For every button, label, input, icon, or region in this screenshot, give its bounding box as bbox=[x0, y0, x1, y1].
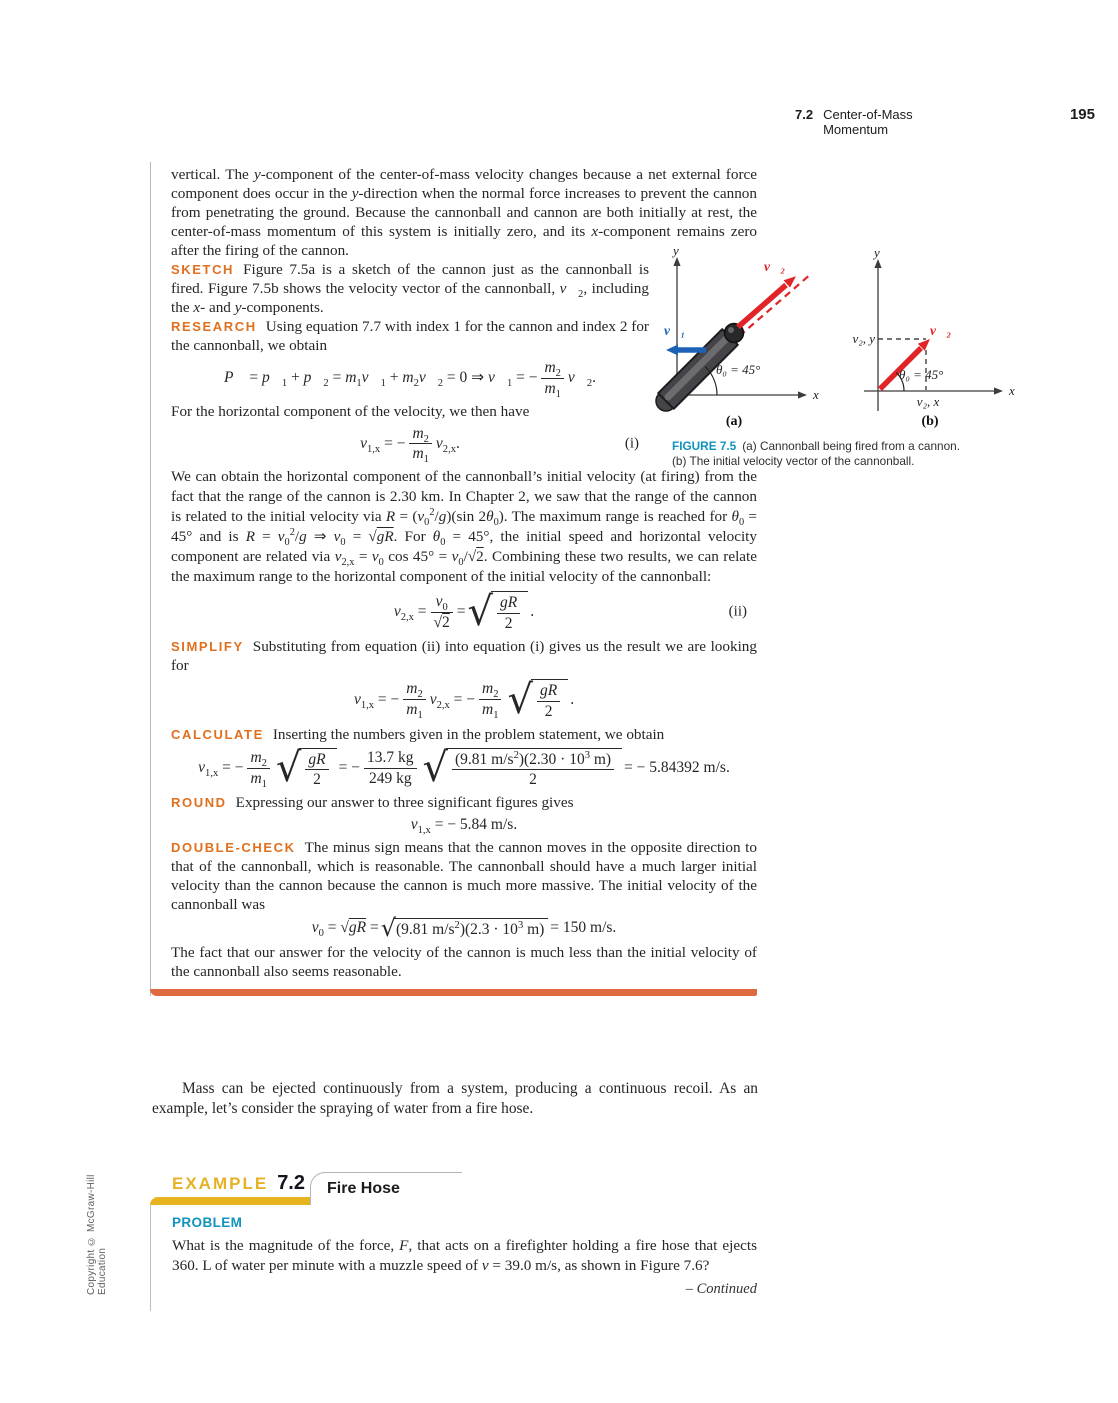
eq-simplify-period: . bbox=[570, 690, 575, 708]
v2y-label: v₂, y bbox=[852, 331, 875, 346]
research-label: RESEARCH bbox=[171, 319, 257, 334]
round-text: Expressing our answer to three significant figures gives bbox=[235, 794, 574, 812]
angle-label: θ₀ = 45° bbox=[716, 362, 761, 377]
eq-research-fraction: $\frac{m_2}{m_1}$ bbox=[541, 359, 563, 398]
equation-i bbox=[171, 425, 649, 464]
research-paragraph bbox=[171, 317, 649, 355]
y-axis-arrowhead bbox=[874, 259, 881, 268]
equation-doublecheck: $v_0 = √gR$ = √ (9.81 $m/s^2)(2.3 \cdot 10^3$ m) = 150 m/s. bbox=[311, 914, 617, 943]
calculate-text: Inserting the numbers given in the problem statement, we obtain bbox=[272, 725, 665, 743]
x-axis-label: x bbox=[1009, 383, 1015, 398]
eq-i-rhs: $v_{2,x}$. bbox=[435, 435, 460, 456]
figure-caption-text: (a) Cannonball being fired from a cannon. (b) The initial velocity vector of the cannonball. bbox=[672, 439, 960, 468]
figure-label: FIGURE 7.5 bbox=[672, 439, 737, 453]
copyright-notice: Copyright © McGraw-Hill Education bbox=[86, 1174, 108, 1295]
for-horizontal-text: For the horizontal component of the velocity, we then have bbox=[171, 402, 530, 420]
eq-dc-lhs: $v_0 = √gR$ = bbox=[311, 919, 379, 940]
doublecheck-label: DOUBLE-CHECK bbox=[171, 839, 296, 855]
x-axis-label: x bbox=[813, 387, 819, 402]
eq-calc-result: = − 5.84392 m/s. bbox=[624, 759, 730, 777]
sketch-paragraph bbox=[171, 260, 649, 317]
equation-simplify: $v_{1,x}$ = − $\frac{m_2}{m_1}$ $v_{2,x}$ = − $\frac{m_2}{m_1}$ √ $\frac{gR}{2}$ . bbox=[353, 676, 575, 723]
eq-ii-period: . bbox=[530, 603, 535, 621]
closing-paragraph: The fact that our answer for the velocity of the cannon is much less than the initial velocity of the cannonball also seems reasonable. bbox=[171, 943, 757, 980]
simplify-label: SIMPLIFY bbox=[171, 638, 244, 654]
example-header bbox=[172, 1172, 305, 1195]
eq-research-lhs: P⃗ = $p⃗_1$ + $p⃗_2$ = $m_1v⃗_1$ + $m_2v⃗_2 = 0$ ⇒ $v⃗_1$ = − bbox=[224, 369, 538, 390]
calculate-label: CALCULATE bbox=[171, 726, 264, 742]
eq-simplify-radical: √ $\frac{gR}{2}$ bbox=[507, 679, 568, 721]
equation-research bbox=[171, 359, 649, 398]
eq-simplify-mid: $v_{2,x}$ = − bbox=[429, 690, 475, 711]
simplify-paragraph bbox=[171, 637, 757, 675]
eq-calc-mid: = − bbox=[338, 759, 360, 777]
solved-problem-end-rule bbox=[150, 989, 757, 996]
doublecheck-text: The minus sign means that the cannon moves in the opposite direction to that of the cannonball, which is reasonable. The cannonball should have a much larger initial velocity than the cannon because the cannon is much more massive. The initial velocity of the cannonball was bbox=[171, 838, 757, 913]
solved-problem-box bbox=[150, 162, 757, 996]
y-axis-label: y bbox=[874, 245, 880, 260]
section-number: 7.2 bbox=[795, 107, 814, 122]
y-axis-label: y bbox=[673, 243, 679, 258]
equation-round bbox=[171, 816, 757, 837]
paragraph-range: We can obtain the horizontal component of the cannonball’s initial velocity (at firing) from the fact that the range of the cannon is 2.30 km. In Chapter 2, we saw that the range of the cannon is related to the initial velocity via $R = (v_0^2/g)(\sin$ $2\theta_0$). The maximum range is reached for $\theta_0 = 45^\circ$ and is $R = v_0^2/g$ ⇒ $v_0 = √gR$. For $\theta_0 = 45^\circ$, the initial speed and horizontal velocity component are related via $v_{2,x} = v_0$ $\cos 45^\circ = v_0/√2$. Combining these two results, we can relate the maximum range to the horizontal component of the initial velocity of the cannonball: bbox=[171, 468, 758, 586]
angle-label: θ₀ = 45° bbox=[899, 367, 944, 382]
eq-ii-fraction1: $\frac{v_0}{√2}$ bbox=[431, 593, 453, 632]
sketch-label: SKETCH bbox=[171, 262, 235, 277]
continued-marker: – Continued bbox=[685, 1281, 757, 1297]
x-axis-arrowhead bbox=[798, 391, 807, 398]
round-paragraph bbox=[171, 793, 757, 812]
round-label: ROUND bbox=[171, 795, 227, 811]
panel-b-tag: (b) bbox=[921, 414, 939, 429]
eq-ii-number: (ii) bbox=[728, 603, 747, 620]
panel-a-tag: (a) bbox=[725, 414, 743, 429]
problem-text: What is the magnitude of the force, F, that acts on a firefighter holding a fire hose that ejects 360. L of water per minute with a muzzle speed of v = 39.0 m/s, as shown in Figure 7.6? bbox=[172, 1237, 757, 1274]
problem-label: PROBLEM bbox=[172, 1215, 243, 1230]
eq-calc-lhs: $v_{1,x}$ = − bbox=[198, 759, 244, 780]
equation-ii bbox=[171, 589, 757, 636]
eq-dc-result: = 150 m/s. bbox=[550, 919, 617, 937]
page-number: 195 bbox=[1069, 106, 1095, 123]
eq-simplify-lhs: $v_{1,x}$ = − bbox=[353, 690, 400, 711]
eq-i-number: (i) bbox=[624, 435, 639, 452]
sketch-text: Figure 7.5a is a sketch of the cannon just as the cannonball is fired. Figure 7.5b shows the velocity vector of the cannonball, $v⃗_2$, including the x- and y-components. bbox=[171, 261, 649, 316]
v2-label: v⃗₂ bbox=[930, 323, 952, 338]
example-yellow-rule bbox=[150, 1197, 310, 1205]
interlude-paragraph: Mass can be ejected continuously from a system, producing a continuous recoil. As an example, let’s consider the spraying of water from a fire hose. bbox=[152, 1080, 758, 1117]
example-label: EXAMPLE bbox=[172, 1174, 269, 1193]
eq-ii-radical: √ $\frac{gR}{2}$ bbox=[468, 591, 529, 633]
example-number: 7.2 bbox=[277, 1172, 305, 1194]
figure-panel-b bbox=[842, 243, 1020, 431]
example-title-tab bbox=[310, 1172, 462, 1205]
running-head bbox=[795, 106, 1095, 137]
example-title: Fire Hose bbox=[327, 1180, 400, 1197]
simplify-text: Substituting from equation (ii) into equation (i) gives us the result we are looking for bbox=[171, 637, 757, 674]
v1-label: v⃗₁ bbox=[664, 323, 686, 338]
x-axis-arrowhead bbox=[994, 387, 1003, 394]
eq-i-fraction: $\frac{m_2}{m_1}$ bbox=[409, 425, 431, 464]
v2x-label: v₂, x bbox=[916, 394, 940, 409]
equation-calculate: $v_{1,x}$ = − $\frac{m_2}{m_1}$ √ $\frac{gR}{2}$ = − $\frac{13.7 kg}{249 kg}$ √ $\frac{(9.81 m/s^2)(2.30 \cdot 10^3 m)}{2}$ = − 5.84392 m/s. bbox=[198, 745, 730, 792]
section-title: Center-of-Mass Momentum bbox=[823, 107, 913, 137]
eq-research-rhs: $v⃗_2$. bbox=[567, 369, 596, 390]
research-text: Using equation 7.7 with index 1 for the cannon and index 2 for the cannonball, we obtain bbox=[171, 318, 649, 354]
v2-label: v⃗₂ bbox=[764, 259, 786, 274]
eq-ii-lhs: $v_{2,x}$ = bbox=[393, 603, 427, 624]
doublecheck-paragraph bbox=[171, 838, 757, 914]
paragraph-intro: vertical. The y-component of the center-of-mass velocity changes because a net external force component does occur in the y-direction when the normal force increases to prevent the cannon from penetrating the ground. Because the cannonball and cannon are both initially at rest, the center-of-mass momentum of this system is initially zero, and its x-component remains zero after the firing of the cannon. bbox=[171, 166, 757, 259]
eq-round-text: $v_{1,x}$ = − 5.84 m/s. bbox=[410, 816, 518, 837]
eq-i-lhs: $v_{1,x}$ = − bbox=[360, 435, 406, 456]
eq-ii-equals: = bbox=[456, 603, 466, 621]
calculate-paragraph bbox=[171, 725, 757, 744]
